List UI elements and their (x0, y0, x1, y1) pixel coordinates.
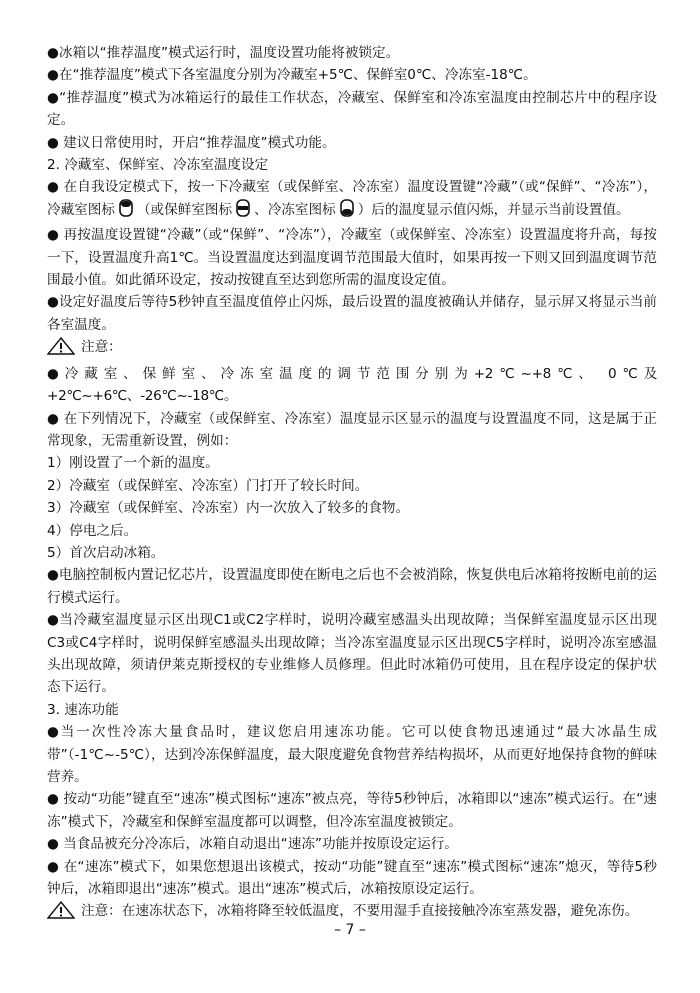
note-text: 注意：在速冻状态下，冰箱将降至较低温度，不要用湿手直接接触冷冻室蒸发器，避免冻伤。 (81, 903, 639, 920)
paragraph: ●当一次性冷冻大量食品时，建议您启用速冻功能。它可以使食物迅速通过“最大冰晶生成带”（-1℃~-5℃），达到冷冻保鲜温度，最大限度避免食物营养结构损坏，从而更好地保持食物的鲜味营养。 (47, 724, 657, 785)
paragraph-with-icons (47, 176, 657, 224)
section-heading: 2. 冷藏室、保鲜室、冷冻室温度设定 (47, 157, 269, 174)
paragraph: ●当冷藏室温度显示区出现C1或C2字样时，说明冷藏室感温头出现故障；当保鲜室温度显示区出现C3或C4字样时，说明保鲜室感温头出现故障；当冷冻室温度显示区出现C5字样时，说明冷冻室感温头出现故障，须请伊莱克斯授权的专业维修人员修理。但此时冰箱仍可使用，且在程序设定的保护状态下运行。 (47, 612, 657, 696)
note-heading (47, 336, 657, 362)
paragraph: ●“推荐温度”模式为冰箱运行的最佳工作状态，冷藏室、保鲜室和冷冻室温度由控制芯片中的程序设定。 (47, 89, 657, 129)
paragraph: ●冰箱以“推荐温度”模式运行时，温度设置功能将被锁定。 (47, 45, 400, 61)
paragraph: ● 当食品被充分冷冻后，冰箱自动退出“速冻”功能并按原设定运行。 (47, 836, 458, 853)
paragraph: ●在“推荐温度”模式下各室温度分别为冷藏室+5℃、保鲜室0℃、冷冻室-18℃。 (47, 67, 537, 84)
paragraph: ● 再按温度设置键“冷藏”（或“保鲜”、“冷冻”），冷藏室（或保鲜室、冷冻室）设置温度将升高，每按一下，设置温度升高1℃。当设置温度达到温度调节范围最大值时，如果再按一下则又回到温度调节范围最小值。如此循环设定，按动按键直至达到您所需的温度设定值。 (47, 227, 657, 289)
list-item: 5）首次启动冰箱。 (47, 544, 165, 561)
paragraph: ●电脑控制板内置记忆芯片，设置温度即使在断电之后也不会被消除，恢复供电后冰箱将按断电前的运行模式运行。 (47, 567, 657, 606)
list-item: 1）刚设置了一个新的温度。 (47, 455, 219, 472)
text-run: 、冷冻室图标 (254, 201, 336, 218)
list-item: 4）停电之后。 (47, 522, 138, 539)
text-run: ）后的温度显示值闪烁，并显示当前设置值。 (357, 201, 630, 218)
document-body (47, 42, 657, 927)
paragraph: ● 建议日常使用时，开启“推荐温度”模式功能。 (47, 134, 336, 151)
list-item: 3）冷藏室（或保鲜室、冷冻室）内一次放入了较多的食物。 (47, 500, 410, 517)
fresh-compartment-icon (236, 199, 250, 224)
page-number: – 7 – (334, 922, 366, 938)
paragraph: ● 在“速冻”模式下，如果您想退出该模式，按动“功能”键直至“速冻”模式图标“速冻”熄灭，等待5秒钟后，冰箱即退出“速冻”模式。退出“速冻”模式后，冰箱按原设定运行。 (47, 858, 657, 898)
paragraph: ● 在下列情况下，冷藏室（或保鲜室、冷冻室）温度显示区显示的温度与设置温度不同，这是属于正常现象，无需重新设置，例如： (47, 410, 657, 449)
section-heading: 3. 速冻功能 (47, 701, 119, 718)
text-run: ● 在自我设定模式下，按一下冷藏室（或保鲜室、冷冻室）温度设置键“冷藏”（或“保鲜”、“冷冻”），冷藏室图标 (47, 179, 657, 218)
list-item: 2）冷藏室（或保鲜室、冷冻室）门打开了较长时间。 (47, 477, 369, 494)
warning-icon (47, 337, 75, 362)
paragraph: ●设定好温度后等待5秒钟直至温度值停止闪烁，最后设置的温度被确认并储存，显示屏又将显示当前各室温度。 (47, 294, 657, 333)
fridge-compartment-icon (119, 199, 133, 224)
paragraph: ● 按动“功能”键直至“速冻”模式图标“速冻”被点亮，等待5秒钟后，冰箱即以“速冻”模式运行。在“速冻”模式下，冷藏室和保鲜室温度都可以调整，但冷冻室温度被锁定。 (47, 791, 657, 830)
freezer-compartment-icon (340, 199, 354, 224)
text-run: （或保鲜室图标 (136, 201, 233, 218)
note-label: 注意： (81, 339, 122, 356)
paragraph: ●冷藏室、保鲜室、冷冻室温度的调节范围分别为+2℃~+8℃、 0℃及+2℃~+6℃、-26℃~-18℃。 (47, 365, 657, 405)
